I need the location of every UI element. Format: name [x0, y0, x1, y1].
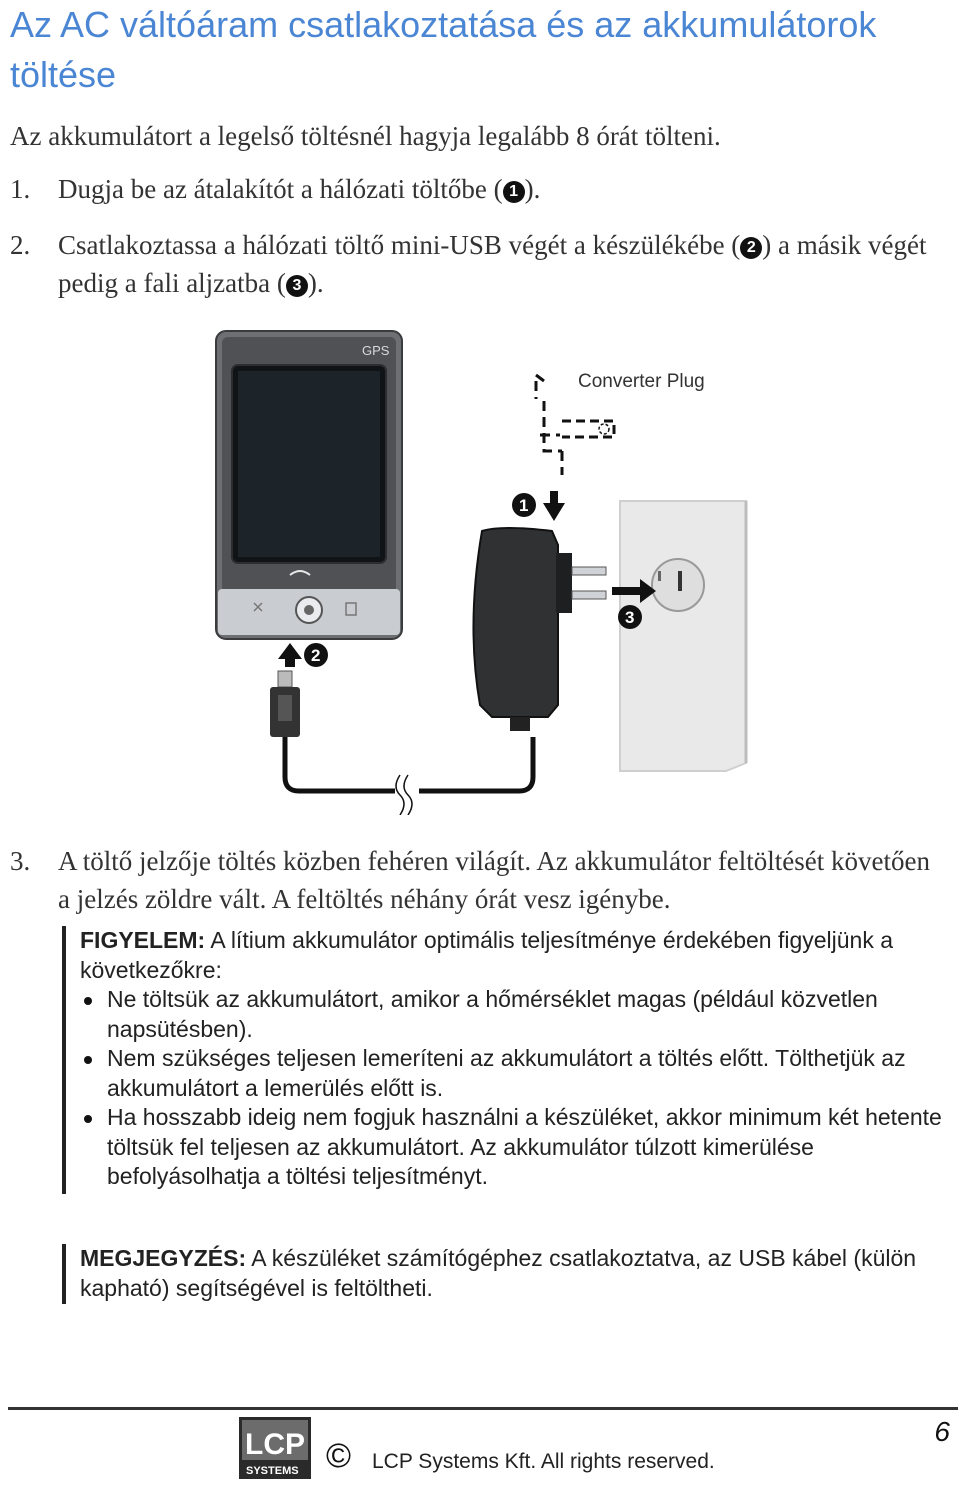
footer-divider	[8, 1407, 958, 1410]
lcp-logo	[238, 1416, 312, 1480]
step-number: 1.	[10, 174, 31, 204]
intro-paragraph: Az akkumulátort a legelső töltésnél hagyja legalább 8 órát tölteni.	[10, 121, 721, 151]
device-brand: GPS	[362, 343, 390, 358]
step-text-part: ) a másik végét pedig a fali aljzatba (	[58, 230, 927, 298]
warning-intro	[80, 926, 960, 985]
remark-label: MEGJEGYZÉS:	[80, 1245, 247, 1271]
marker-badge: 2	[740, 237, 762, 259]
charging-diagram	[210, 325, 770, 815]
step-text-part: Csatlakoztassa a hálózati töltő mini-USB végét a készülékébe (	[58, 230, 741, 260]
marker-badge: 3	[286, 275, 308, 297]
remark-box	[62, 1244, 950, 1304]
logo-text: LCP	[245, 1428, 305, 1461]
copyright-text: LCP Systems Kft. All rights reserved.	[372, 1450, 715, 1473]
step-text	[58, 170, 943, 208]
step-text-part: ).	[307, 268, 324, 298]
marker-badge: 1	[503, 181, 525, 203]
gps-device	[216, 331, 402, 639]
step-1	[10, 170, 940, 210]
list-item: Ne töltsük az akkumulátort, amikor a hőmérséklet magas (például közvetlen napsütésben).	[80, 985, 960, 1044]
list-item: Nem szükséges teljesen lemeríteni az akkumulátort a töltés előtt. Tölthetjük az akkumulátort a lemerülés előtt is.	[80, 1044, 960, 1103]
step-text-part: Dugja be az átalakítót a hálózati töltőbe (	[58, 174, 503, 204]
step-text: A töltő jelzője töltés közben fehéren világít. Az akkumulátor feltöltését követően a jelzés zöldre vált. A feltöltés néhány órát vesz igénybe.	[58, 846, 930, 914]
step-text-part: ).	[524, 174, 541, 204]
step-text	[58, 226, 943, 302]
page-number: 6	[934, 1416, 950, 1447]
converter-plug-label: Converter Plug	[578, 371, 705, 392]
list-item: Ha hosszabb ideig nem fogjuk használni a készüléket, akkor minimum két hetente töltsük fel teljesen az akkumulátort. Az akkumulátor túlzott kimerülése befolyásolhatja a töltési teljesítményt.	[80, 1103, 960, 1192]
step-3	[10, 842, 940, 922]
warning-text: A lítium akkumulátor optimális teljesítménye érdekében figyeljünk a következőkre:	[80, 927, 894, 983]
lcp-logo-image	[238, 1416, 312, 1480]
copyright-symbol: ©	[326, 1437, 352, 1475]
marker-2: 2	[311, 646, 321, 665]
warning-label: FIGYELEM:	[80, 927, 206, 953]
warning-list	[80, 985, 960, 1192]
arrow-up	[278, 643, 302, 667]
marker-1: 1	[519, 496, 529, 515]
step-number: 3.	[10, 846, 31, 876]
logo-sub: SYSTEMS	[246, 1465, 299, 1477]
charging-illustration	[210, 325, 770, 815]
remark-text: A készüléket számítógéphez csatlakoztatva, az USB kábel (külön kapható) segítségével is feltöltheti.	[80, 1245, 917, 1301]
step-2	[10, 226, 940, 306]
arrow-down	[543, 491, 565, 521]
step-number: 2.	[10, 230, 31, 260]
marker-3: 3	[625, 608, 635, 627]
warning-box	[62, 926, 960, 1194]
page-title: Az AC váltóáram csatlakoztatása és az akkumulátorok töltése	[10, 4, 877, 95]
